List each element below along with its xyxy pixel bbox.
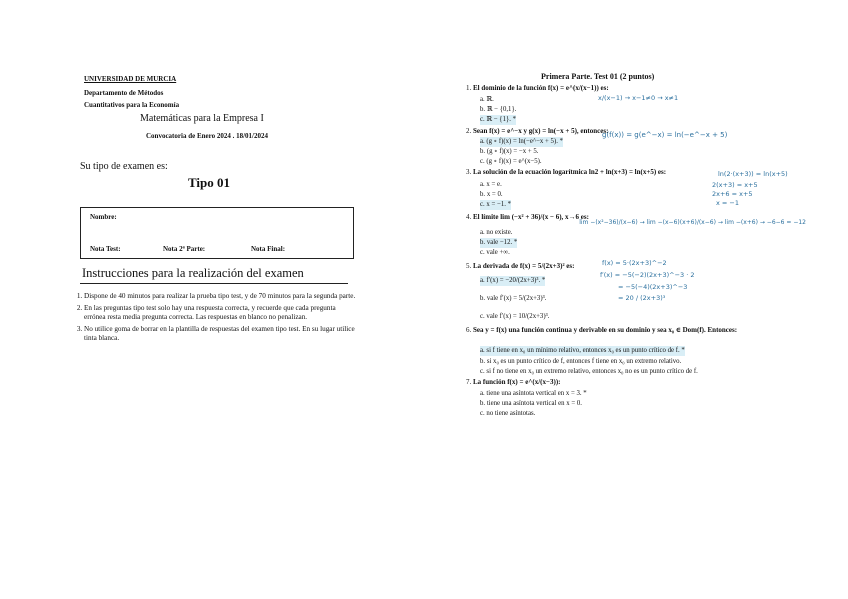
question-3: 3. La solución de la ecuación logarítmica ln2 + ln(x+3) = ln(x+5) es: xyxy=(466,168,667,176)
q7-option-a[interactable]: a. tiene una asíntota vertical en x = 3. * xyxy=(480,390,587,397)
question-1 xyxy=(466,84,609,93)
q4-option-a[interactable]: a. no existe. xyxy=(480,229,513,236)
q4-option-c[interactable]: c. vale +∞. xyxy=(480,249,510,256)
exam-type-value: Tipo 01 xyxy=(188,175,231,190)
instructions-title: Instrucciones para la realización del examen xyxy=(82,266,304,280)
q5-option-a-selected[interactable]: a. f′(x) = −20/(2x+3)³. * xyxy=(480,277,546,284)
exam-session: Convocatoria de Enero 2024 . 18/01/2024 xyxy=(146,132,268,140)
instruction-item: 2. En las preguntas tipo test solo hay una respuesta correcta, y recuerde que cada pregunta errónea resta media pregunta correcta. Las respuestas en blanco no penalizan. xyxy=(84,304,358,323)
q5-option-b[interactable]: b. vale f′(x) = 5/(2x+3)³. xyxy=(480,295,547,302)
university-name: UNIVERSIDAD DE MURCIA xyxy=(84,75,177,83)
q3-handwritten-step: 2x+6 = x+5 xyxy=(712,190,753,198)
q5-handwritten-step: = 20 / (2x+3)³ xyxy=(618,294,666,302)
q4-handwritten-note: lim −(x²−36)/(x−6) → lim −(x−6)(x+6)/(x−6) → lim −(x+6) → −6−6 = −12 xyxy=(579,219,806,226)
test-grade-label: Nota Test: xyxy=(90,245,121,253)
q2-option-b[interactable]: b. (g ∘ f)(x) = −x + 5. xyxy=(480,148,539,155)
grade-box xyxy=(80,207,354,259)
question-number: 1. xyxy=(466,84,472,92)
subject-title: Matemáticas para la Empresa I xyxy=(140,113,264,124)
department-line-2: Cuantitativos para la Economía xyxy=(84,101,180,109)
q7-option-c[interactable]: c. no tiene asíntotas. xyxy=(480,410,536,417)
q1-option-b[interactable]: b. ℝ − {0,1}. xyxy=(480,106,517,113)
exam-type-label: Su tipo de examen es: xyxy=(80,161,168,172)
final-grade-label: Nota Final: xyxy=(251,245,286,253)
q3-handwritten-note: ln(2·(x+3)) = ln(x+5) xyxy=(718,170,788,178)
q1-option-a[interactable]: a. ℝ. xyxy=(480,96,494,103)
question-4: 4. El límite lim (−x² + 36)/(x − 6), x→6 es: xyxy=(466,213,589,221)
part2-grade-label: Nota 2ª Parte: xyxy=(163,245,206,253)
question-7: 7. La función f(x) = e^(x/(x−3)): xyxy=(466,378,561,386)
q6-option-b[interactable]: b. si x₀ es un punto crítico de f, entonces f tiene en x₀ un extremo relativo. xyxy=(480,358,682,365)
department-line-1: Departamento de Métodos xyxy=(84,89,164,97)
q2-option-a-selected[interactable]: a. (g ∘ f)(x) = ln(−e^−x + 5). * xyxy=(480,138,564,145)
question-2: 2. Sean f(x) = e^−x y g(x) = ln(−x + 5), entonces: xyxy=(466,127,609,135)
q3-option-a[interactable]: a. x = e. xyxy=(480,181,502,188)
q1-handwritten-note: x/(x−1) → x−1≠0 → x≠1 xyxy=(598,94,679,102)
q5-option-c[interactable]: c. vale f′(x) = 10/(2x+3)³. xyxy=(480,313,550,320)
q5-handwritten-step: = −5(−4)(2x+3)^−3 xyxy=(618,283,688,291)
test-title: Primera Parte. Test 01 (2 puntos) xyxy=(541,72,655,81)
instruction-item: 3. No utilice goma de borrar en la plantilla de respuestas del examen tipo test. En su lugar utilice tinta blanca. xyxy=(84,325,358,344)
q5-handwritten-step: f(x) = 5·(2x+3)^−2 xyxy=(602,259,667,267)
question-6: 6. Sea y = f(x) una función continua y derivable en su dominio y sea x₀ ∈ Dom(f). Entonces: xyxy=(466,326,738,334)
q5-handwritten-step: f′(x) = −5(−2)(2x+3)^−3 · 2 xyxy=(600,271,695,279)
q7-option-b[interactable]: b. tiene una asíntota vertical en x = 0. xyxy=(480,400,582,407)
q6-option-c[interactable]: c. si f no tiene en x₀ un extremo relativo, entonces x₀ no es un punto crítico de f. xyxy=(480,368,698,375)
student-name-label: Nombre: xyxy=(90,213,117,221)
q3-handwritten-step: x = −1 xyxy=(716,199,740,207)
q4-option-b-selected[interactable]: b. vale −12. * xyxy=(480,239,518,246)
instructions-list xyxy=(68,292,358,346)
instructions-rule xyxy=(80,283,348,284)
q3-handwritten-step: 2(x+3) = x+5 xyxy=(712,181,758,189)
question-stem: El dominio de la función f(x) = e^(x/(x−1)) es: xyxy=(473,84,609,92)
instruction-item: 1. Dispone de 40 minutos para realizar la prueba tipo test, y de 70 minutos para la segunda parte. xyxy=(84,292,358,302)
q1-option-c-selected[interactable]: c. ℝ − {1}. * xyxy=(480,116,517,123)
q2-handwritten-note: g(f(x)) = g(e^−x) = ln(−e^−x + 5) xyxy=(602,131,728,139)
question-5: 5. La derivada de f(x) = 5/(2x+3)² es: xyxy=(466,262,575,270)
q2-option-c[interactable]: c. (g ∘ f)(x) = e^(x−5). xyxy=(480,158,542,165)
q3-option-b[interactable]: b. x = 0. xyxy=(480,191,503,198)
q6-option-a-selected[interactable]: a. si f tiene en x₀ un mínimo relativo, entonces x₀ es un punto crítico de f. * xyxy=(480,347,685,354)
q3-option-c-selected[interactable]: c. x = −1. * xyxy=(480,201,512,208)
